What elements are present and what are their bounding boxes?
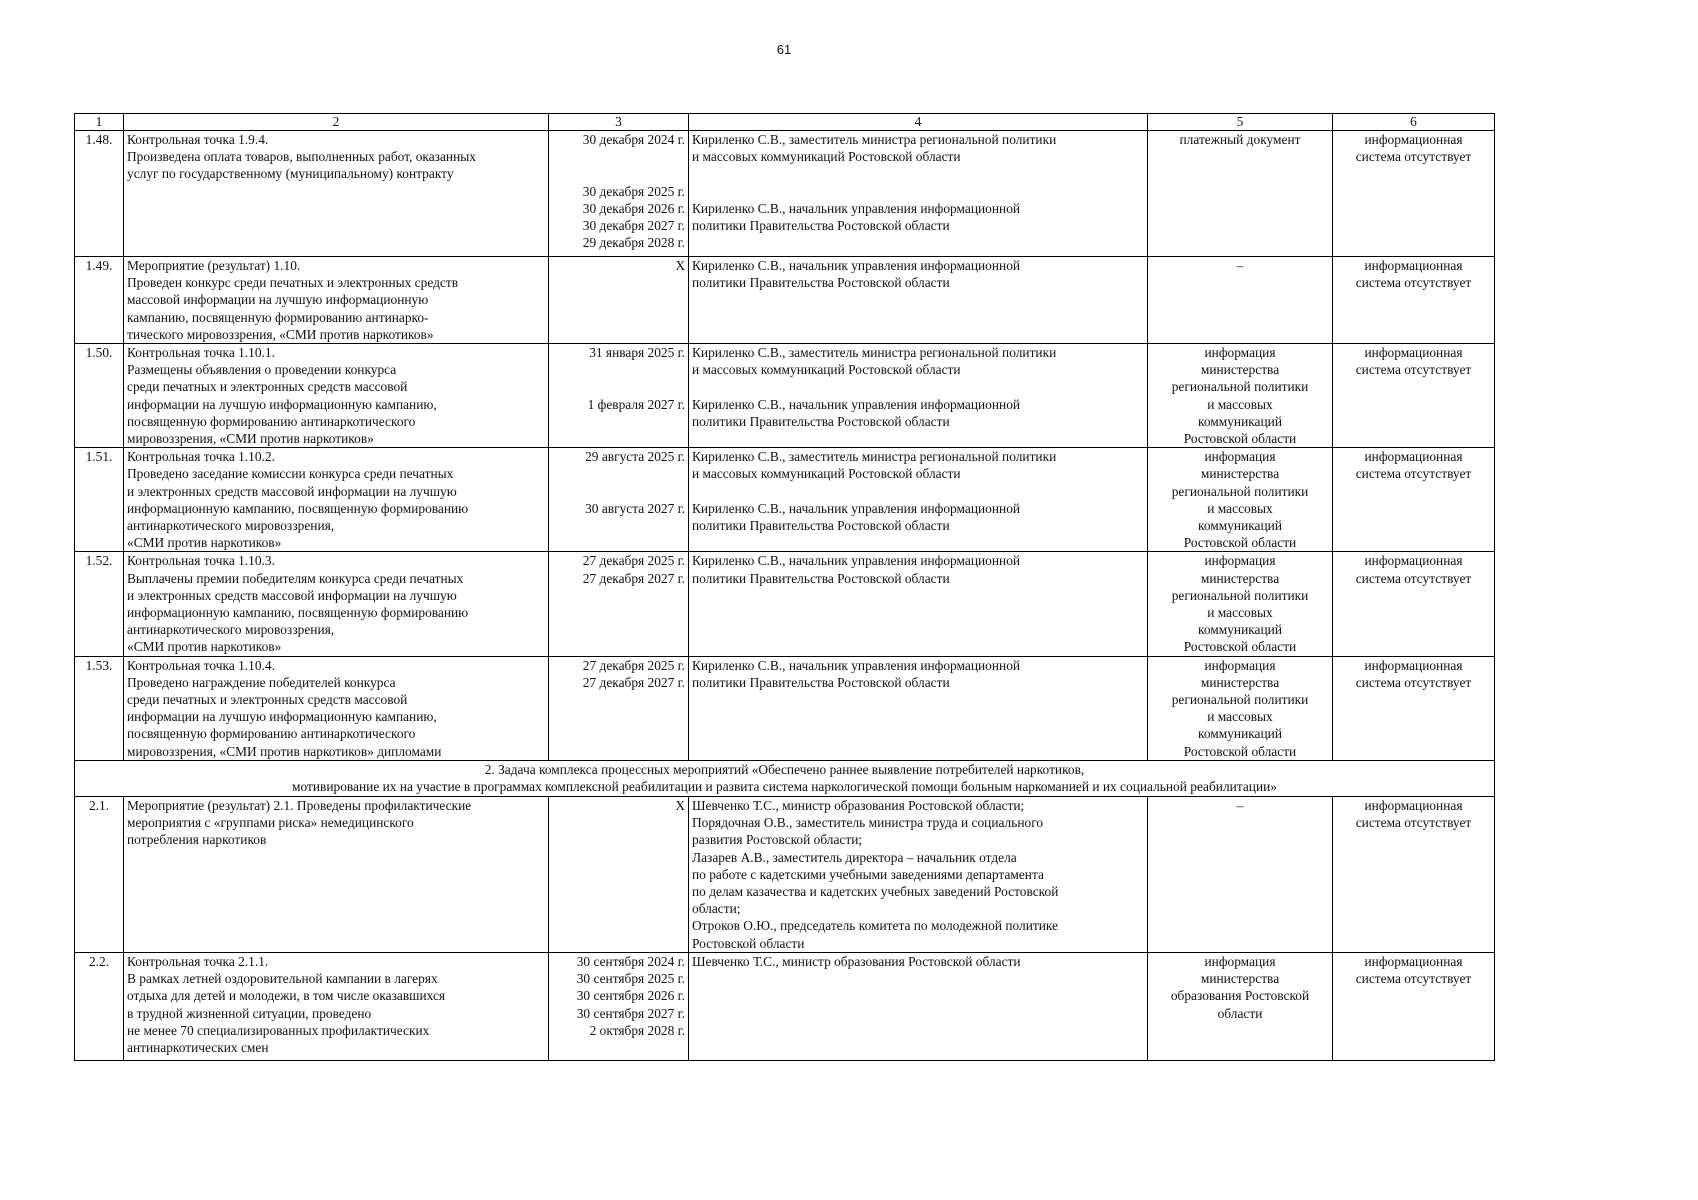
text-line: 30 сентября 2025 г.: [576, 971, 685, 987]
document-cell: [1148, 952, 1333, 1060]
text-line: система отсутствует: [1355, 971, 1472, 987]
info-system-cell: [1333, 344, 1495, 448]
column-number: 6: [1333, 114, 1495, 131]
text-line: информация: [1204, 553, 1276, 569]
text-line: Лазарев А.В., заместитель директора – начальник отдела: [692, 849, 1017, 865]
row-number: 1.48.: [75, 131, 124, 257]
row-number: 1.52.: [75, 552, 124, 656]
text-line: 30 декабря 2027 г.: [582, 217, 685, 233]
text-line: 30 августа 2027 г.: [585, 500, 685, 516]
document-cell: [1148, 796, 1333, 952]
text-line: политики Правительства Ростовской области: [692, 518, 950, 534]
text-line: посвященную формированию антинаркотического: [127, 413, 416, 429]
text-line: [552, 148, 685, 165]
text-line: 30 сентября 2024 г.: [576, 953, 685, 969]
row-number: 1.51.: [75, 448, 124, 552]
row-number: 1.50.: [75, 344, 124, 448]
text-line: политики Правительства Ростовской области: [692, 217, 950, 233]
text-line: Контрольная точка 1.10.3.: [127, 553, 275, 569]
text-line: коммуникаций: [1198, 726, 1282, 742]
deadline-cell: [549, 952, 689, 1060]
text-line: 29 декабря 2028 г.: [582, 235, 685, 251]
deadline-cell: [549, 796, 689, 952]
text-line: 30 сентября 2026 г.: [576, 988, 685, 1004]
text-line: Ростовской области: [1183, 431, 1297, 447]
text-line: система отсутствует: [1355, 362, 1472, 378]
info-system-cell: [1333, 131, 1495, 257]
text-line: информация: [1204, 449, 1276, 465]
page-number: 61: [776, 42, 792, 57]
document-cell: [1148, 656, 1333, 760]
text-line: Выплачены премии победителям конкурса среди печатных: [127, 570, 464, 586]
text-line: информационная: [1364, 657, 1463, 673]
responsible-cell: [689, 796, 1148, 952]
task-heading: [75, 760, 1495, 796]
text-line: Контрольная точка 1.10.2.: [127, 449, 275, 465]
text-line: региональной политики: [1171, 587, 1309, 603]
text-line: –: [1236, 797, 1244, 813]
text-line: и массовых: [1207, 709, 1273, 725]
info-system-cell: [1333, 952, 1495, 1060]
text-line: по делам казачества и кадетских учебных заведений Ростовской: [692, 883, 1059, 899]
text-line: не менее 70 специализированных профилактических: [127, 1022, 430, 1038]
text-line: образования Ростовской: [1170, 988, 1310, 1004]
text-line: и массовых: [1207, 500, 1273, 516]
text-line: министерства: [1200, 674, 1280, 690]
text-line: 30 декабря 2024 г.: [582, 132, 685, 147]
task-heading-row: [75, 760, 1495, 796]
text-line: массовой информации на лучшую информационную: [127, 292, 429, 308]
text-line: информационная: [1364, 258, 1463, 273]
responsible-cell: [689, 344, 1148, 448]
deadline-cell: [549, 257, 689, 344]
description-cell: [124, 448, 549, 552]
text-line: информационную кампанию, посвященную формированию: [127, 605, 469, 621]
text-line: Контрольная точка 1.10.4.: [127, 657, 275, 673]
text-line: [552, 165, 685, 182]
text-line: услуг по государственному (муниципальному) контракту: [127, 166, 454, 182]
text-line: Порядочная О.В., заместитель министра труда и социального: [692, 815, 1044, 831]
text-line: среди печатных и электронных средств массовой: [127, 692, 408, 708]
text-line: [692, 183, 1144, 200]
text-line: система отсутствует: [1355, 815, 1472, 831]
text-line: и электронных средств массовой информации на лучшую: [127, 587, 457, 603]
description-cell: [124, 131, 549, 257]
description-cell: [124, 952, 549, 1060]
text-line: информационную кампанию, посвященную формированию: [127, 500, 469, 516]
text-line: 27 декабря 2027 г.: [582, 570, 685, 586]
text-line: области;: [692, 901, 741, 917]
text-line: антинаркотических смен: [127, 1039, 269, 1055]
text-line: «СМИ против наркотиков»: [127, 535, 282, 551]
text-line: региональной политики: [1171, 692, 1309, 708]
text-line: В рамках летней оздоровительной кампании в лагерях: [127, 971, 438, 987]
table-row: [75, 952, 1495, 1060]
text-line: Ростовской области: [1183, 535, 1297, 551]
table-row: [75, 552, 1495, 656]
text-line: система отсутствует: [1355, 149, 1472, 165]
table-row: [75, 656, 1495, 760]
text-line: Кириленко С.В., начальник управления информационной: [692, 200, 1021, 216]
text-line: Размещены объявления о проведении конкурса: [127, 362, 397, 378]
description-cell: [124, 796, 549, 952]
info-system-cell: [1333, 656, 1495, 760]
text-line: и массовых: [1207, 605, 1273, 621]
document-cell: [1148, 552, 1333, 656]
text-line: система отсутствует: [1355, 570, 1472, 586]
text-line: –: [1236, 258, 1244, 273]
text-line: политики Правительства Ростовской области: [692, 570, 950, 586]
text-line: Ростовской области: [1183, 639, 1297, 655]
text-line: мировоззрения, «СМИ против наркотиков»: [127, 431, 374, 447]
text-line: Шевченко Т.С., министр образования Ростовской области: [692, 953, 1021, 969]
row-number: 1.49.: [75, 257, 124, 344]
text-line: Отроков О.Ю., председатель комитета по молодежной политике: [692, 918, 1058, 934]
text-line: информационная: [1364, 797, 1463, 813]
deadline-cell: [549, 448, 689, 552]
text-line: коммуникаций: [1198, 622, 1282, 638]
description-cell: [124, 344, 549, 448]
responsible-cell: [689, 656, 1148, 760]
text-line: система отсутствует: [1355, 674, 1472, 690]
text-line: Произведена оплата товаров, выполненных работ, оказанных: [127, 149, 476, 165]
text-line: и массовых: [1207, 396, 1273, 412]
text-line: информационная: [1364, 449, 1463, 465]
column-number-row: [75, 114, 1495, 131]
text-line: информационная: [1364, 553, 1463, 569]
text-line: развития Ростовской области;: [692, 832, 863, 848]
text-line: [552, 378, 685, 395]
description-cell: [124, 257, 549, 344]
column-number: 2: [124, 114, 549, 131]
row-number: 2.1.: [75, 796, 124, 952]
row-number: 1.53.: [75, 656, 124, 760]
text-line: информация: [1204, 345, 1276, 361]
text-line: Контрольная точка 2.1.1.: [127, 953, 269, 969]
text-line: информации на лучшую информационную кампанию,: [127, 396, 437, 412]
text-line: политики Правительства Ростовской области: [692, 275, 950, 291]
info-system-cell: [1333, 257, 1495, 344]
text-line: [692, 378, 1144, 395]
text-line: Проведено заседание комиссии конкурса среди печатных: [127, 466, 454, 482]
text-line: региональной политики: [1171, 379, 1309, 395]
text-line: и электронных средств массовой информации на лучшую: [127, 483, 457, 499]
text-line: региональной политики: [1171, 483, 1309, 499]
text-line: потребления наркотиков: [127, 832, 267, 848]
document-cell: [1148, 344, 1333, 448]
text-line: Кириленко С.В., начальник управления информационной: [692, 553, 1021, 569]
text-line: [552, 483, 685, 500]
table-row: [75, 344, 1495, 448]
text-line: тического мировоззрения, «СМИ против наркотиков»: [127, 326, 434, 342]
text-line: антинаркотического мировоззрения,: [127, 518, 335, 534]
table-row: [75, 257, 1495, 344]
text-line: политики Правительства Ростовской области: [692, 674, 950, 690]
text-line: Кириленко С.В., заместитель министра региональной политики: [692, 132, 1057, 147]
text-line: политики Правительства Ростовской области: [692, 413, 950, 429]
text-line: Проведено награждение победителей конкурса: [127, 674, 396, 690]
text-line: мероприятия с «группами риска» немедицинского: [127, 815, 414, 831]
deadline-cell: [549, 552, 689, 656]
info-system-cell: [1333, 448, 1495, 552]
column-number: 5: [1148, 114, 1333, 131]
text-line: Кириленко С.В., заместитель министра региональной политики: [692, 449, 1057, 465]
deadline-cell: [549, 656, 689, 760]
description-cell: [124, 656, 549, 760]
text-line: Контрольная точка 1.9.4.: [127, 132, 269, 147]
text-line: Ростовской области: [692, 935, 805, 951]
text-line: министерства: [1200, 570, 1280, 586]
column-number: 1: [75, 114, 124, 131]
text-line: Ростовской области: [1183, 743, 1297, 759]
text-line: 27 декабря 2025 г.: [582, 657, 685, 673]
text-line: по работе с кадетскими учебными заведениями департамента: [692, 866, 1044, 882]
row-number: 2.2.: [75, 952, 124, 1060]
text-line: и массовых коммуникаций Ростовской области: [692, 466, 961, 482]
text-line: Контрольная точка 1.10.1.: [127, 345, 275, 361]
text-line: министерства: [1200, 466, 1280, 482]
text-line: посвященную формированию антинаркотического: [127, 726, 416, 742]
document-cell: [1148, 448, 1333, 552]
info-system-cell: [1333, 796, 1495, 952]
text-line: 29 августа 2025 г.: [585, 449, 685, 465]
text-line: 27 декабря 2027 г.: [582, 674, 685, 690]
document-cell: [1148, 257, 1333, 344]
text-line: [552, 465, 685, 482]
text-line: 31 января 2025 г.: [589, 345, 685, 361]
text-line: кампанию, посвященную формированию антинарко-: [127, 309, 429, 325]
text-line: информация: [1204, 953, 1276, 969]
text-line: Шевченко Т.С., министр образования Ростовской области;: [692, 797, 1025, 813]
text-line: Мероприятие (результат) 2.1. Проведены профилактические: [127, 797, 472, 813]
text-line: среди печатных и электронных средств массовой: [127, 379, 408, 395]
text-line: информации на лучшую информационную кампанию,: [127, 709, 437, 725]
responsible-cell: [689, 952, 1148, 1060]
document-cell: [1148, 131, 1333, 257]
text-line: области: [1217, 1005, 1263, 1021]
text-line: министерства: [1200, 971, 1280, 987]
text-line: мировоззрения, «СМИ против наркотиков» дипломами: [127, 743, 442, 759]
text-line: информационная: [1364, 345, 1463, 361]
text-line: 30 декабря 2026 г.: [582, 200, 685, 216]
text-line: отдыха для детей и молодежи, в том числе оказавшихся: [127, 988, 446, 1004]
text-line: [552, 361, 685, 378]
responsible-cell: [689, 257, 1148, 344]
text-line: мотивирование их на участие в программах комплексной реабилитации и развита система наркологической помощи больным наркоманией и их социальной реабилитации»: [292, 779, 1277, 795]
text-line: Кириленко С.В., начальник управления информационной: [692, 258, 1021, 273]
text-line: и массовых коммуникаций Ростовской области: [692, 149, 961, 165]
text-line: коммуникаций: [1198, 518, 1282, 534]
deadline-cell: [549, 131, 689, 257]
responsible-cell: [689, 131, 1148, 257]
text-line: информация: [1204, 657, 1276, 673]
text-line: [692, 483, 1144, 500]
table-row: [75, 131, 1495, 257]
description-cell: [124, 552, 549, 656]
text-line: Х: [675, 258, 685, 273]
text-line: Кириленко С.В., начальник управления информационной: [692, 396, 1021, 412]
text-line: Мероприятие (результат) 1.10.: [127, 258, 301, 273]
text-line: система отсутствует: [1355, 466, 1472, 482]
text-line: антинаркотического мировоззрения,: [127, 622, 335, 638]
column-number: 3: [549, 114, 689, 131]
text-line: 30 декабря 2025 г.: [582, 183, 685, 199]
info-system-cell: [1333, 552, 1495, 656]
table-row: [75, 796, 1495, 952]
responsible-cell: [689, 552, 1148, 656]
column-number: 4: [689, 114, 1148, 131]
text-line: Проведен конкурс среди печатных и электронных средств: [127, 275, 459, 291]
text-line: информационная: [1364, 953, 1463, 969]
text-line: 27 декабря 2025 г.: [582, 553, 685, 569]
activities-table: [74, 113, 1495, 1061]
text-line: Кириленко С.В., начальник управления информационной: [692, 657, 1021, 673]
text-line: информационная: [1364, 132, 1463, 147]
text-line: система отсутствует: [1355, 275, 1472, 291]
text-line: 2 октября 2028 г.: [589, 1022, 685, 1038]
text-line: Кириленко С.В., начальник управления информационной: [692, 500, 1021, 516]
text-line: министерства: [1200, 362, 1280, 378]
text-line: «СМИ против наркотиков»: [127, 639, 282, 655]
text-line: 30 сентября 2027 г.: [576, 1005, 685, 1021]
deadline-cell: [549, 344, 689, 448]
text-line: [692, 165, 1144, 182]
text-line: 2. Задача комплекса процессных мероприятий «Обеспечено раннее выявление потребителей наркотиков,: [484, 761, 1085, 777]
text-line: Х: [675, 797, 685, 813]
responsible-cell: [689, 448, 1148, 552]
text-line: Кириленко С.В., заместитель министра региональной политики: [692, 345, 1057, 361]
text-line: в трудной жизненной ситуации, проведено: [127, 1005, 372, 1021]
text-line: 1 февраля 2027 г.: [587, 396, 685, 412]
table-row: [75, 448, 1495, 552]
text-line: коммуникаций: [1198, 413, 1282, 429]
text-line: и массовых коммуникаций Ростовской области: [692, 362, 961, 378]
text-line: платежный документ: [1179, 132, 1301, 147]
